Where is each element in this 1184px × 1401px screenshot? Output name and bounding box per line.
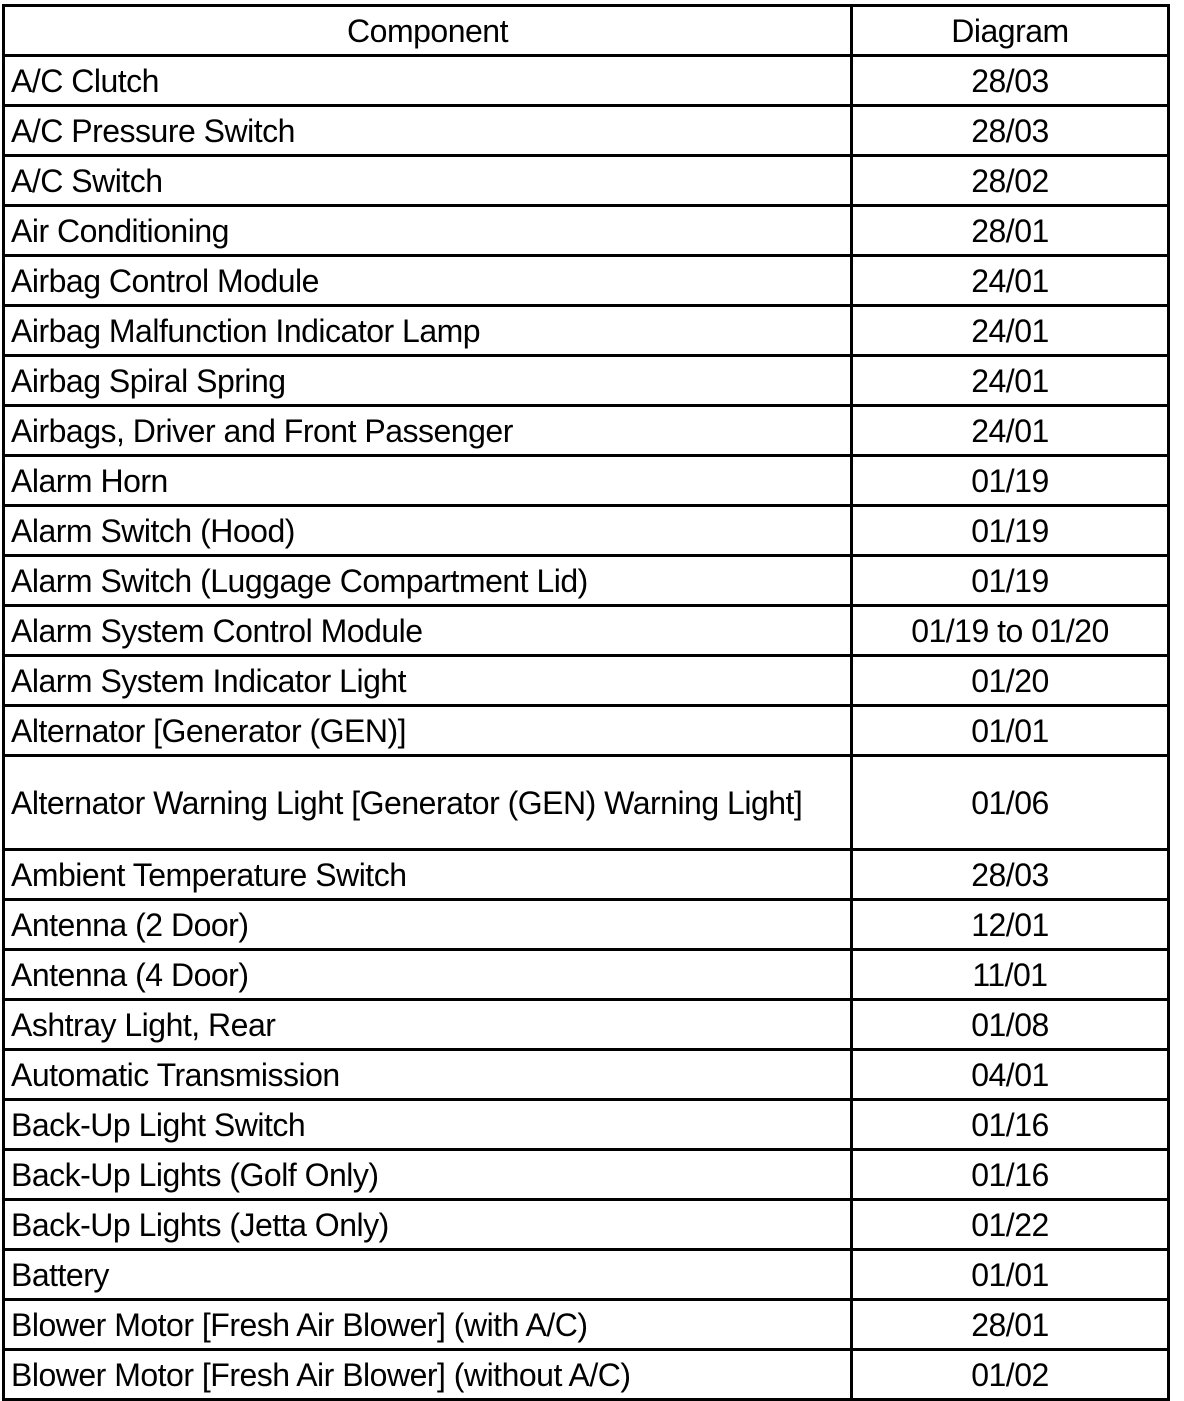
diagram-cell: 01/06: [852, 756, 1169, 850]
component-cell: Ashtray Light, Rear: [4, 1000, 852, 1050]
component-cell: Airbag Spiral Spring: [4, 356, 852, 406]
table-row: [4, 1150, 1169, 1200]
diagram-cell: 01/20: [852, 656, 1169, 706]
table-row: [4, 256, 1169, 306]
table-row: [4, 506, 1169, 556]
diagram-cell: 24/01: [852, 356, 1169, 406]
component-cell: Alarm Switch (Luggage Compartment Lid): [4, 556, 852, 606]
table-row: [4, 1200, 1169, 1250]
diagram-cell: 01/19 to 01/20: [852, 606, 1169, 656]
diagram-cell: 28/01: [852, 1300, 1169, 1350]
diagram-cell: 12/01: [852, 900, 1169, 950]
table-header-row: [4, 6, 1169, 56]
table-row: [4, 1000, 1169, 1050]
diagram-cell: 28/03: [852, 106, 1169, 156]
table-row: [4, 706, 1169, 756]
diagram-cell: 01/08: [852, 1000, 1169, 1050]
component-diagram-table-wrapper: [2, 4, 1167, 1401]
component-cell: Blower Motor [Fresh Air Blower] (with A/C): [4, 1300, 852, 1350]
component-cell: Air Conditioning: [4, 206, 852, 256]
table-row: [4, 656, 1169, 706]
diagram-cell: 24/01: [852, 406, 1169, 456]
table-row: [4, 406, 1169, 456]
diagram-cell: 01/01: [852, 706, 1169, 756]
diagram-cell: 28/02: [852, 156, 1169, 206]
table-row: [4, 606, 1169, 656]
component-cell: Back-Up Lights (Jetta Only): [4, 1200, 852, 1250]
table-row: [4, 1100, 1169, 1150]
component-cell: Battery: [4, 1250, 852, 1300]
table-row: [4, 306, 1169, 356]
diagram-cell: 01/16: [852, 1150, 1169, 1200]
component-cell: Alarm System Indicator Light: [4, 656, 852, 706]
component-cell: A/C Pressure Switch: [4, 106, 852, 156]
table-row: [4, 850, 1169, 900]
table-row: [4, 556, 1169, 606]
component-cell: Alarm Switch (Hood): [4, 506, 852, 556]
table-row: [4, 756, 1169, 850]
component-cell: Airbag Malfunction Indicator Lamp: [4, 306, 852, 356]
diagram-cell: 01/16: [852, 1100, 1169, 1150]
component-cell: Alternator Warning Light [Generator (GEN) Warning Light]: [4, 756, 852, 850]
diagram-cell: 04/01: [852, 1050, 1169, 1100]
diagram-cell: 24/01: [852, 306, 1169, 356]
component-cell: Antenna (2 Door): [4, 900, 852, 950]
diagram-cell: 28/01: [852, 206, 1169, 256]
component-cell: A/C Switch: [4, 156, 852, 206]
diagram-cell: 01/22: [852, 1200, 1169, 1250]
diagram-cell: 01/19: [852, 456, 1169, 506]
component-cell: Back-Up Lights (Golf Only): [4, 1150, 852, 1200]
table-row: [4, 950, 1169, 1000]
component-cell: Alarm Horn: [4, 456, 852, 506]
component-cell: Alarm System Control Module: [4, 606, 852, 656]
table-row: [4, 356, 1169, 406]
table-row: [4, 900, 1169, 950]
header-component: Component: [4, 6, 852, 56]
diagram-cell: 01/01: [852, 1250, 1169, 1300]
diagram-cell: 28/03: [852, 850, 1169, 900]
diagram-cell: 01/19: [852, 506, 1169, 556]
diagram-cell: 11/01: [852, 950, 1169, 1000]
component-diagram-table: [2, 4, 1170, 1401]
diagram-cell: 28/03: [852, 56, 1169, 106]
component-cell: Blower Motor [Fresh Air Blower] (without A/C): [4, 1350, 852, 1400]
table-row: [4, 456, 1169, 506]
table-row: [4, 106, 1169, 156]
component-cell: Antenna (4 Door): [4, 950, 852, 1000]
component-cell: A/C Clutch: [4, 56, 852, 106]
diagram-cell: 24/01: [852, 256, 1169, 306]
component-cell: Alternator [Generator (GEN)]: [4, 706, 852, 756]
component-cell: Airbag Control Module: [4, 256, 852, 306]
table-row: [4, 1250, 1169, 1300]
component-cell: Back-Up Light Switch: [4, 1100, 852, 1150]
table-row: [4, 1300, 1169, 1350]
header-diagram: Diagram: [852, 6, 1169, 56]
table-row: [4, 56, 1169, 106]
table-row: [4, 1350, 1169, 1400]
table-row: [4, 156, 1169, 206]
component-cell: Automatic Transmission: [4, 1050, 852, 1100]
component-cell: Ambient Temperature Switch: [4, 850, 852, 900]
diagram-cell: 01/02: [852, 1350, 1169, 1400]
table-row: [4, 206, 1169, 256]
component-cell: Airbags, Driver and Front Passenger: [4, 406, 852, 456]
table-row: [4, 1050, 1169, 1100]
diagram-cell: 01/19: [852, 556, 1169, 606]
